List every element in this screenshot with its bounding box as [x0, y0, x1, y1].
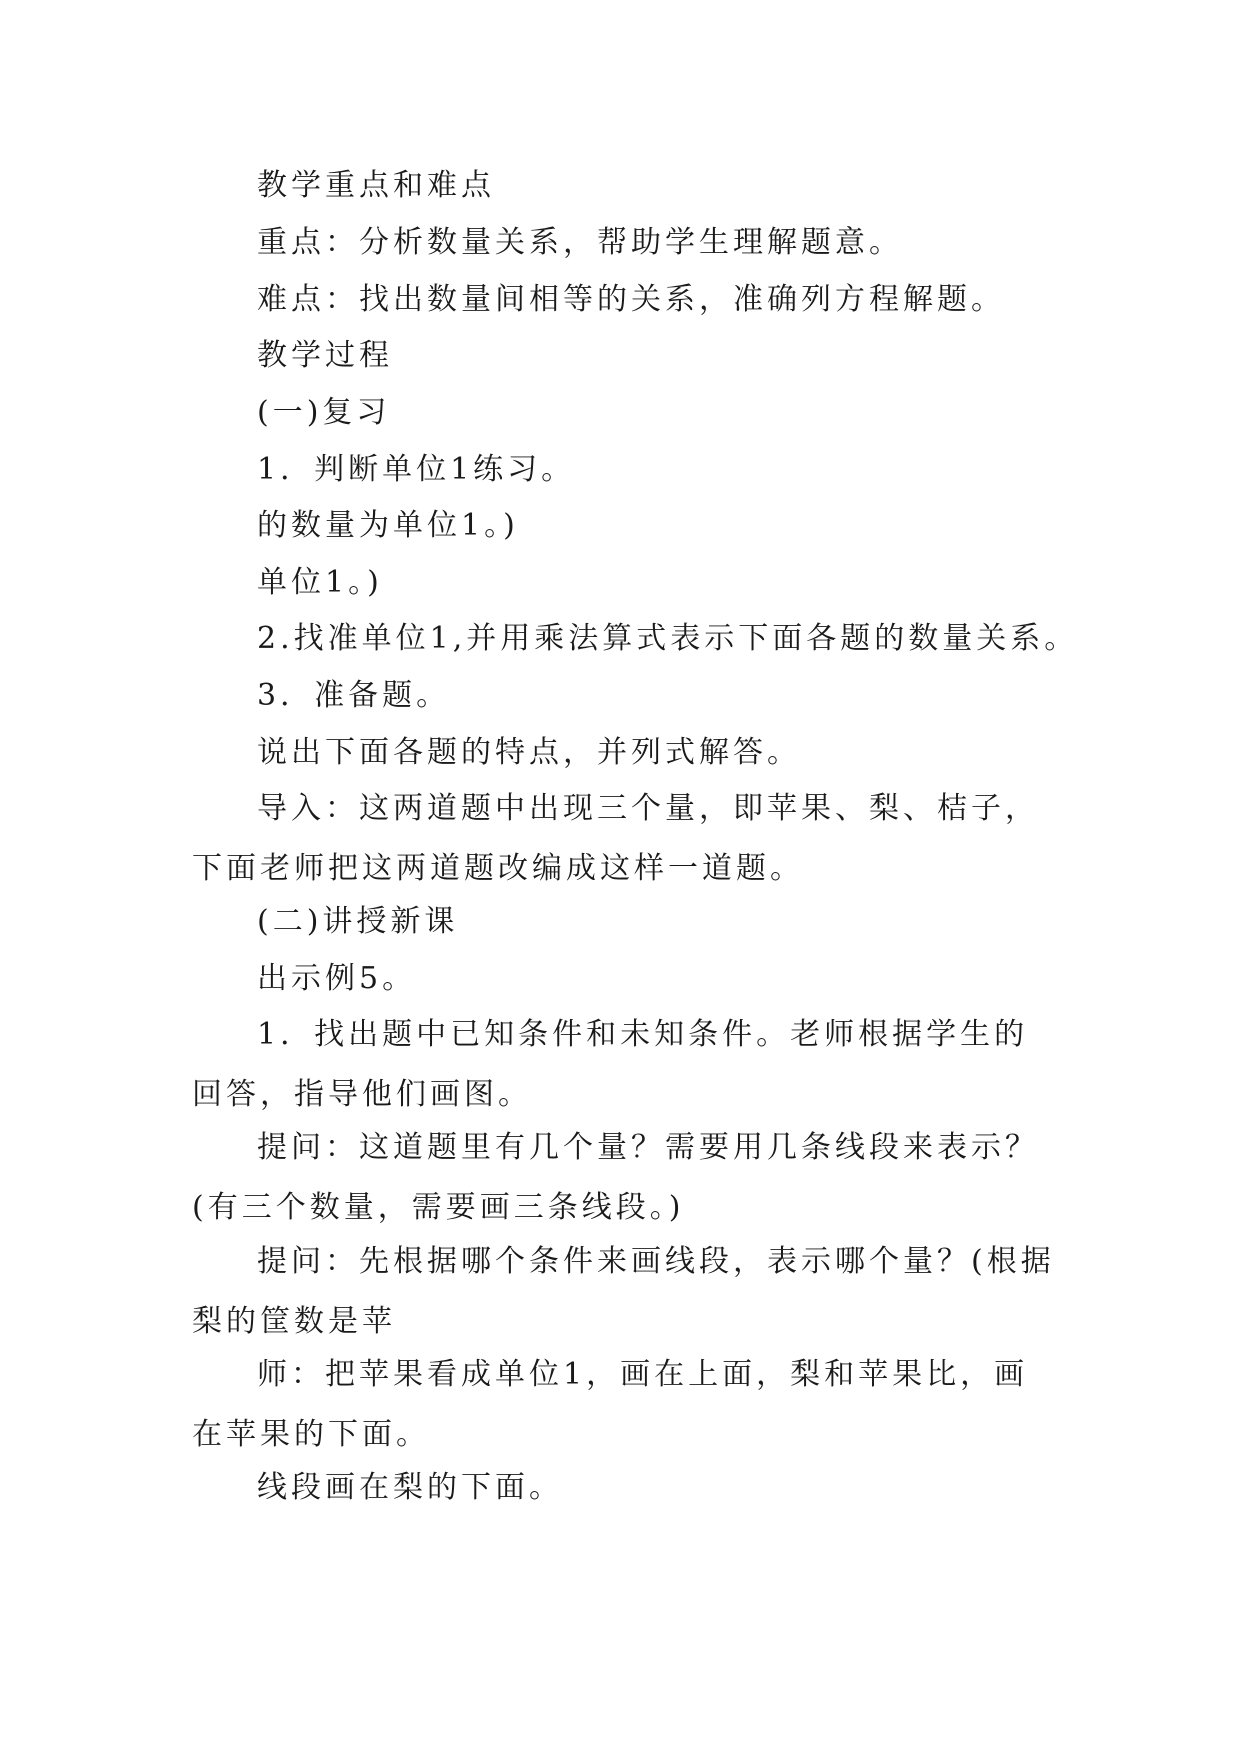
- paragraph-difficult-point: 难点：找出数量间相等的关系，准确列方程解题。: [257, 282, 1005, 317]
- paragraph-item-1: 1．判断单位1练习。: [257, 452, 576, 487]
- paragraph-unit-note-2: 单位1。): [257, 565, 383, 600]
- paragraph-find-conditions: 1．找出题中已知条件和未知条件。老师根据学生的回答，指导他们画图。: [192, 1017, 1029, 1112]
- heading-new-lesson: (二)讲授新课: [257, 904, 459, 939]
- paragraph-unit-note-1: 的数量为单位1。): [257, 508, 519, 543]
- paragraph-introduction: 导入：这两道题中出现三个量，即苹果、梨、桔子，下面老师把这两道题改编成这样一道题。: [192, 791, 1039, 886]
- paragraph-teacher: 师：把苹果看成单位1，画在上面，梨和苹果比，画在苹果的下面。: [192, 1357, 1029, 1452]
- paragraph-item-3: 3．准备题。: [257, 678, 451, 713]
- paragraph-question-2: 提问：先根据哪个条件来画线段，表示哪个量？(根据梨的筐数是苹: [192, 1244, 1055, 1339]
- heading-key-points: 教学重点和难点: [257, 168, 495, 203]
- paragraph-question-1: 提问：这道题里有几个量？需要用几条线段来表示？(有三个数量，需要画三条线段。): [192, 1130, 1039, 1225]
- paragraph-item-2: 2.找准单位1,并用乘法算式表示下面各题的数量关系。: [257, 621, 1079, 656]
- paragraph-example-5: 出示例5。: [257, 961, 417, 996]
- paragraph-key-point: 重点：分析数量关系，帮助学生理解题意。: [257, 225, 903, 260]
- paragraph-describe: 说出下面各题的特点，并列式解答。: [257, 735, 801, 770]
- heading-review: (一)复习: [257, 395, 391, 430]
- heading-teaching-process: 教学过程: [257, 338, 393, 373]
- paragraph-line-segment: 线段画在梨的下面。: [257, 1470, 563, 1505]
